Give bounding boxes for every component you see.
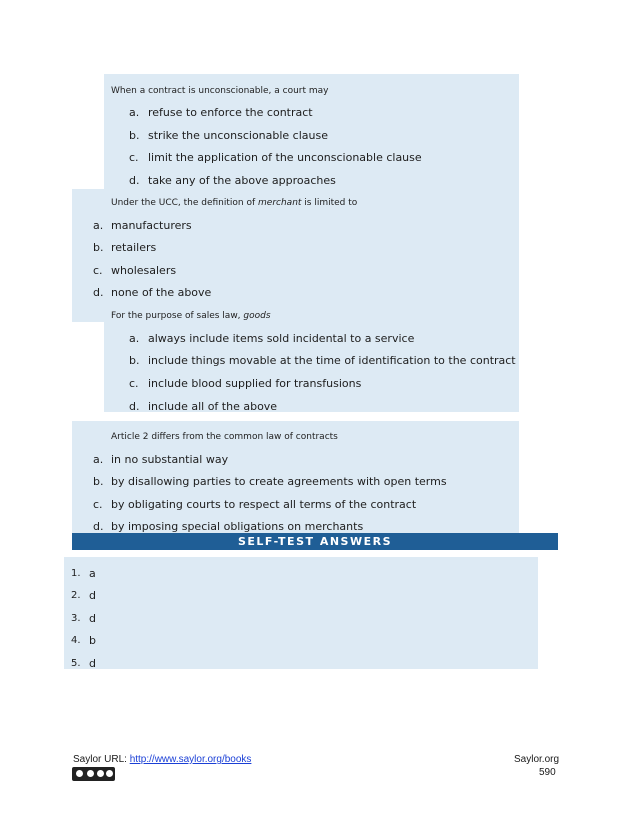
question-4-stem: Article 2 differs from the common law of contracts [111, 432, 338, 442]
q4-option-d: by imposing special obligations on merchants [111, 520, 364, 533]
question-2-stem-end: is limited to [301, 198, 358, 208]
question-2-stem-start: Under the UCC, the definition of [111, 198, 259, 208]
answer-1-value: a [89, 567, 96, 580]
question-3-stem-italic: goods [243, 311, 271, 321]
answer-3-value: d [89, 612, 96, 625]
q3-option-d-label: d. [129, 400, 140, 413]
footer-prefix: Saylor URL: [73, 754, 130, 765]
q2-option-b-label: b. [93, 241, 104, 254]
q4-option-b-label: b. [93, 475, 104, 488]
q1-option-c-label: c. [129, 151, 139, 164]
q2-option-c-label: c. [93, 264, 103, 277]
q3-option-c-label: c. [129, 377, 139, 390]
q4-option-c-label: c. [93, 498, 103, 511]
q2-option-c: wholesalers [111, 264, 177, 277]
q2-option-d: none of the above [111, 286, 212, 299]
question-3-stem-start: For the purpose of sales law, [111, 311, 244, 321]
creative-commons-license-icon [72, 767, 115, 781]
footer-url-link[interactable]: http://www.saylor.org/books [129, 754, 252, 765]
q3-option-d: include all of the above [148, 400, 278, 413]
q3-option-c: include blood supplied for transfusions [148, 377, 362, 390]
cc-logo-icon [75, 769, 84, 778]
q2-option-b: retailers [111, 241, 157, 254]
q1-option-b-label: b. [129, 129, 140, 142]
q3-option-a-label: a. [129, 332, 140, 345]
q1-option-d: take any of the above approaches [148, 174, 336, 187]
q1-option-c: limit the application of the unconscionable clause [148, 151, 422, 164]
question-2-stem-italic: merchant [258, 198, 302, 208]
q4-option-b: by disallowing parties to create agreements with open terms [111, 475, 447, 488]
q1-option-a-label: a. [129, 106, 140, 119]
question-1-stem: When a contract is unconscionable, a court may [111, 86, 329, 96]
q3-option-a: always include items sold incidental to a service [148, 332, 415, 345]
by-attribution-icon [86, 769, 95, 778]
footer-site: Saylor.org [514, 754, 560, 765]
q4-option-a: in no substantial way [111, 453, 229, 466]
sa-sharealike-icon [105, 769, 114, 778]
question-3-stem [111, 311, 271, 321]
page-number: 590 [539, 767, 556, 778]
q1-option-d-label: d. [129, 174, 140, 187]
q3-option-b-label: b. [129, 354, 140, 367]
answer-4-value: b [89, 634, 96, 647]
q3-option-b: include things movable at the time of identification to the contract [148, 354, 516, 367]
q2-option-a-label: a. [93, 219, 104, 232]
q4-option-d-label: d. [93, 520, 104, 533]
answer-3-number: 3. [71, 613, 81, 624]
answer-2-value: d [89, 589, 96, 602]
answer-4-number: 4. [71, 635, 81, 646]
q1-option-a: refuse to enforce the contract [148, 106, 313, 119]
q4-option-c: by obligating courts to respect all terms of the contract [111, 498, 417, 511]
footer-source [73, 754, 251, 765]
q4-option-a-label: a. [93, 453, 104, 466]
q2-option-a: manufacturers [111, 219, 192, 232]
nc-noncommercial-icon [96, 769, 105, 778]
q1-option-b: strike the unconscionable clause [148, 129, 329, 142]
self-test-answers-heading: SELF-TEST ANSWERS [72, 533, 558, 550]
answer-5-value: d [89, 657, 96, 670]
answer-2-number: 2. [71, 590, 81, 601]
answer-5-number: 5. [71, 658, 81, 669]
question-2-stem [111, 198, 357, 208]
answer-1-number: 1. [71, 568, 81, 579]
answers-panel [64, 557, 538, 669]
q2-option-d-label: d. [93, 286, 104, 299]
